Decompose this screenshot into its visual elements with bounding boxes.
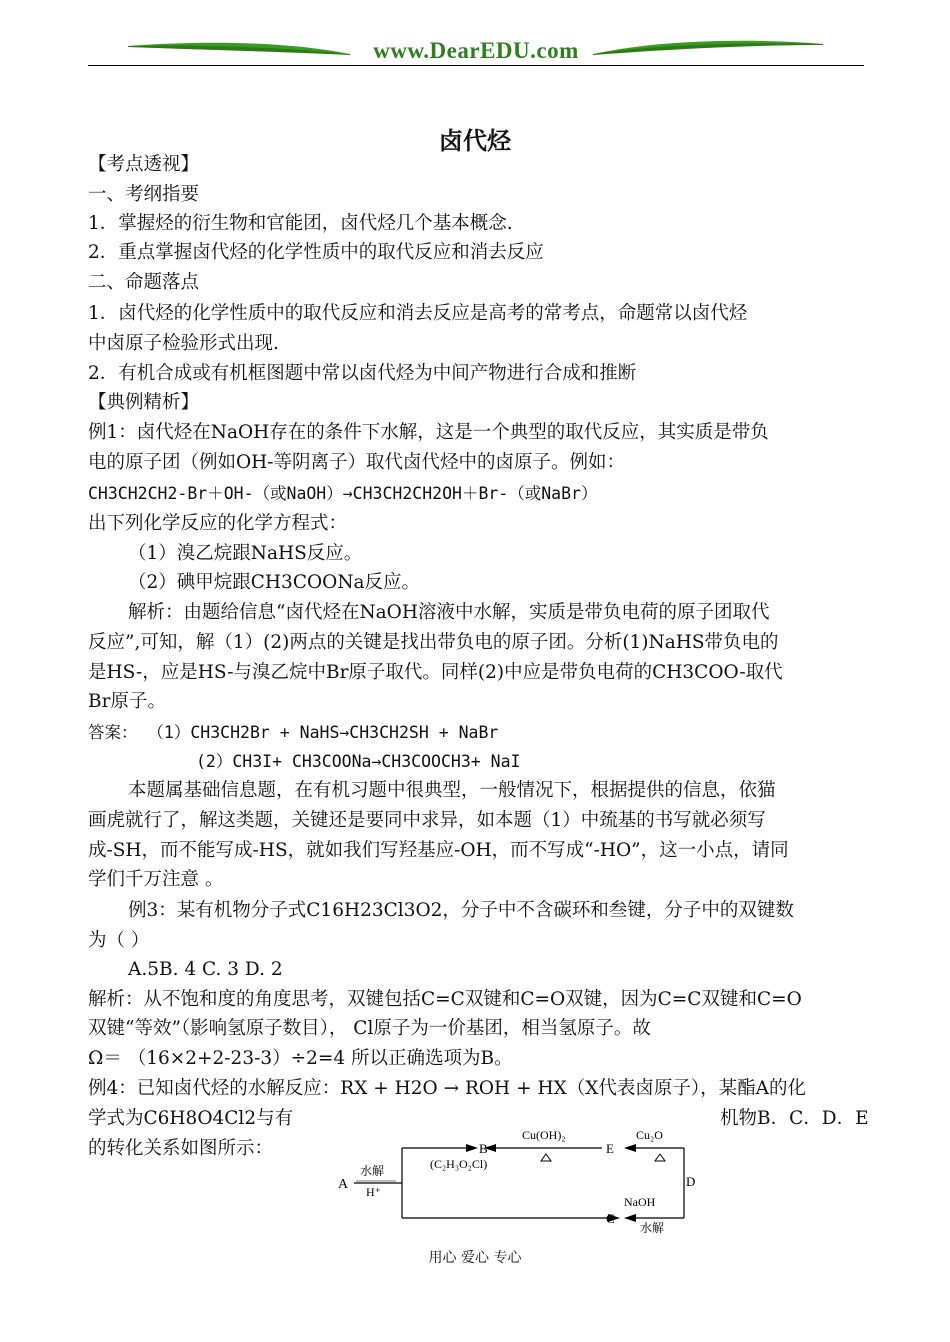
- text-line: 的转化关系如图所示：: [88, 1138, 274, 1159]
- node-a: A: [338, 1177, 349, 1192]
- text-line: 例3：某有机物分子式C16H23Cl3O2，分子中不含碳环和叁键，分子中的双键数: [128, 900, 794, 921]
- equation-line: CH3CH2CH2-Br＋OH-（或NaOH）→CH3CH2CH2OH＋Br-（或NaBr）: [88, 484, 598, 503]
- answer-line: 答案： （1）CH3CH2Br + NaHS→CH3CH2SH + NaBr: [88, 723, 499, 742]
- text-line: 学们千万注意 。: [88, 869, 224, 890]
- text-line: 为（ ）: [88, 930, 150, 951]
- text-line: 电的原子团（例如OH-等阴离子）取代卤代烃中的卤原子。例如：: [88, 452, 626, 473]
- site-name: www.DearEDU.com: [373, 38, 579, 63]
- text-line: （1）溴乙烷跟NaHS反应。: [128, 543, 363, 564]
- text-line: 画虎就行了，解这类题，关键还是要同中求异，如本题（1）中巯基的书写就必须写: [88, 810, 766, 831]
- text-line: Ω＝ （16×2+2-23-3）÷2=4 所以正确选项为B。: [88, 1048, 513, 1069]
- node-e: E: [606, 1141, 614, 1156]
- text-line: 学式为C6H8O4Cl2与有: [88, 1108, 294, 1129]
- text-line: 例1：卤代烃在NaOH存在的条件下水解，这是一个典型的取代反应，其实质是带负: [88, 422, 769, 443]
- header-rule: [88, 65, 864, 66]
- node-d: D: [686, 1174, 696, 1189]
- label-cu2o: Cu₂O: [636, 1128, 663, 1142]
- text-line: 双键“等效”（影响氢原子数目）， Cl原子为一价基团，相当氢原子。故: [88, 1018, 651, 1039]
- label-hydrolysis-2: 水解: [640, 1221, 665, 1235]
- text-line: 机物B．C．D．E: [720, 1108, 869, 1129]
- text-line: 1．掌握烃的衍生物和官能团，卤代烃几个基本概念.: [88, 213, 513, 234]
- text-line: 2．有机合成或有机框图题中常以卤代烃为中间产物进行合成和推断: [88, 363, 637, 384]
- label-naoh: NaOH: [624, 1195, 656, 1209]
- text-line: 二、命题落点: [88, 272, 200, 293]
- text-line: 一、考纲指要: [88, 184, 200, 205]
- reaction-diagram: [330, 1128, 710, 1236]
- label-cuoh2: Cu(OH)₂: [522, 1128, 566, 1142]
- text-line: 成-SH，而不能写成-HS，就如我们写羟基应-OH，而不写成“-HO”，这一小点，请同: [88, 840, 789, 861]
- options-line: A.5B. 4 C. 3 D. 2: [128, 959, 283, 980]
- section-heading: 【典例精析】: [88, 392, 200, 413]
- label-b-formula: (C₂H₃O₂Cl): [430, 1157, 488, 1171]
- text-line: 反应”,可知，解（1）(2)两点的关键是找出带负电的原子团。分析(1)NaHS带负电的: [88, 632, 779, 653]
- text-line: 中卤原子检验形式出现.: [88, 333, 279, 354]
- text-line: 1．卤代烃的化学性质中的取代反应和消去反应是高考的常考点，命题常以卤代烃: [88, 303, 748, 324]
- page-footer: 用心 爱心 专心: [428, 1250, 522, 1266]
- text-line: 解析：由题给信息“卤代烃在NaOH溶液中水解，实质是带负电荷的原子团取代: [128, 602, 770, 623]
- text-line: 解析：从不饱和度的角度思考，双键包括C=C双键和C=O双键，因为C=C双键和C=O: [88, 989, 802, 1010]
- text-line: Br原子。: [88, 691, 166, 712]
- header-banner: [88, 30, 864, 70]
- text-line: （2）碘甲烷跟CH3COONa反应。: [128, 572, 421, 593]
- text-line: 例4：已知卤代烃的水解反应：RX + H2O → ROH + HX（X代表卤原子），某酯A的化: [88, 1078, 807, 1099]
- text-line: 是HS-，应是HS-与溴乙烷中Br原子取代。同样(2)中应是带负电荷的CH3COO-取代: [88, 662, 783, 683]
- label-hydrolysis: 水解: [360, 1164, 385, 1178]
- node-b: B: [479, 1141, 488, 1156]
- answer-line: (2）CH3I+ CH3COONa→CH3COOCH3+ NaI: [196, 752, 521, 771]
- text-line: 2．重点掌握卤代烃的化学性质中的取代反应和消去反应: [88, 242, 544, 263]
- page-title: 卤代烃: [439, 126, 511, 155]
- label-hplus: H⁺: [366, 1185, 381, 1199]
- section-heading: 【考点透视】: [88, 154, 200, 175]
- node-c: C: [606, 1211, 615, 1226]
- text-line: 本题属基础信息题，在有机习题中很典型，一般情况下，根据提供的信息，依猫: [128, 780, 776, 801]
- text-line: 出下列化学反应的化学方程式：: [88, 513, 348, 534]
